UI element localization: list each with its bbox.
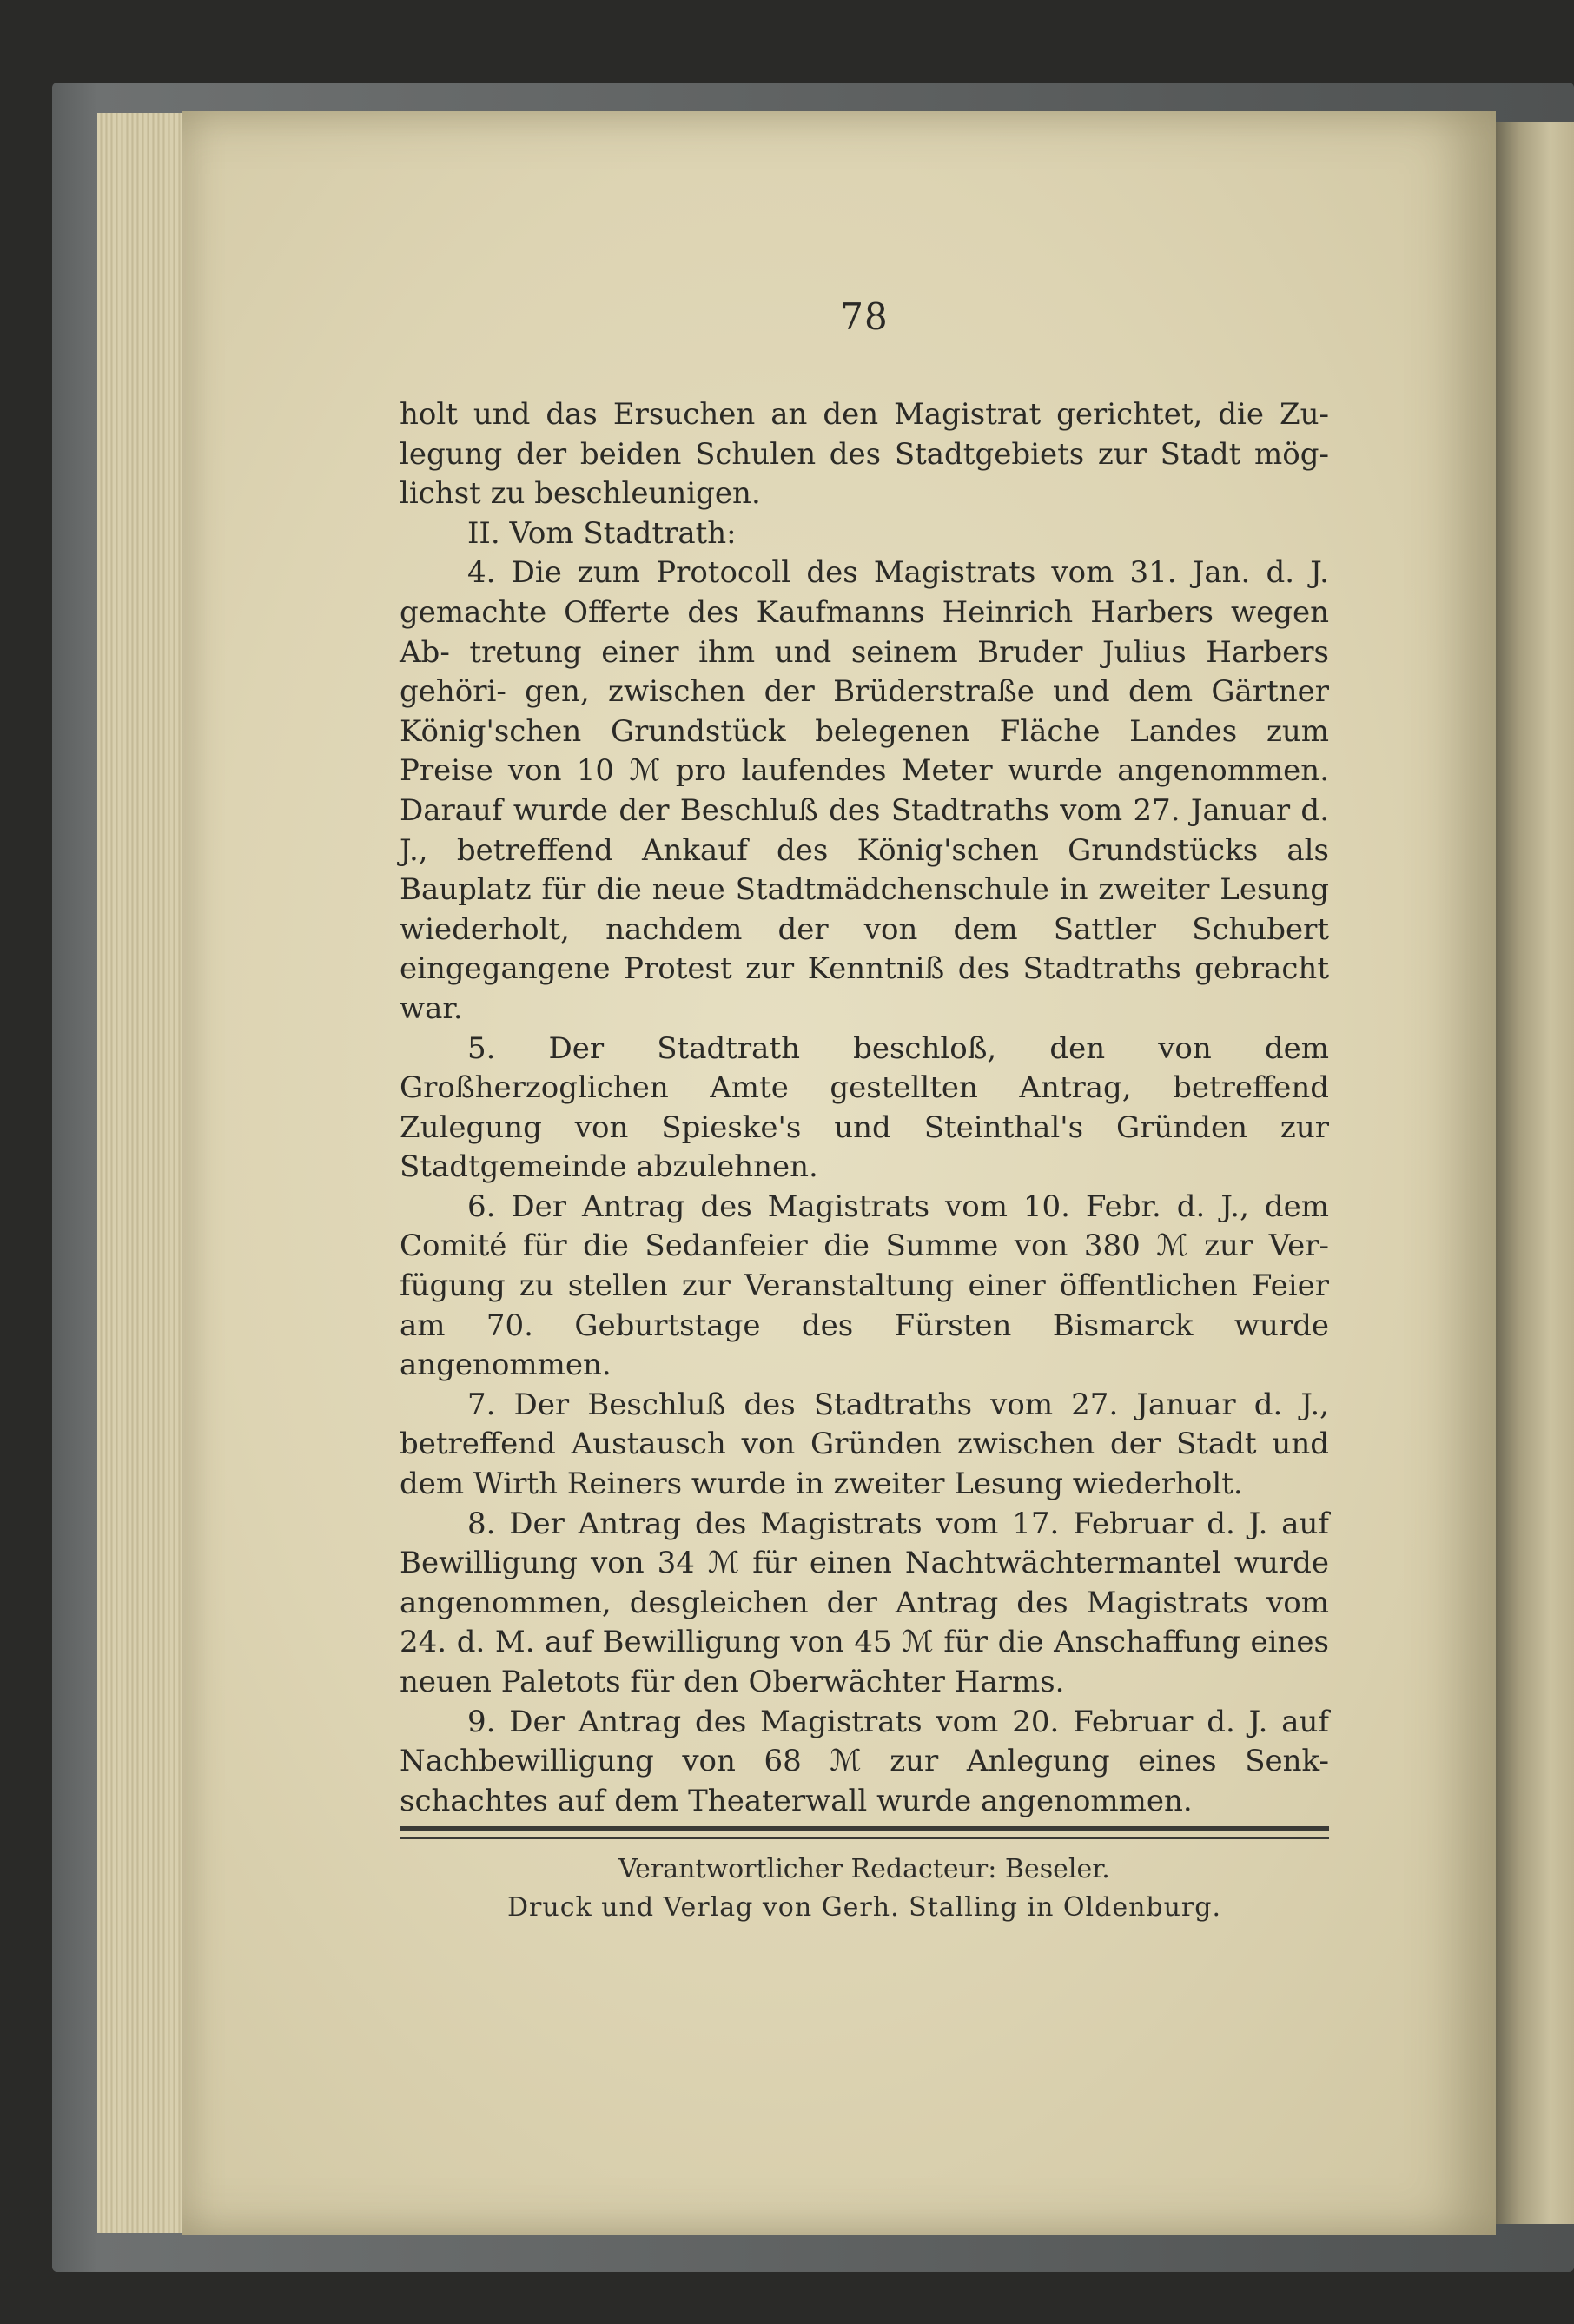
paragraph-6: 7. Der Beschluß des Stadtraths vom 27. Januar d. J., betreffend Austausch von Gründen zwischen der Stadt und dem Wirth Reiners wurde in zweiter Lesung wiederholt.: [400, 1387, 1329, 1502]
imprint-editor: Verantwortlicher Redacteur: Beseler.: [618, 1854, 1110, 1884]
paragraph-4: 5. Der Stadtrath beschloß, den von dem Großherzoglichen Amte gestellten Antrag, betreffend Zulegung von Spieske's und Steinthal's Gründen zur Stadtgemeinde abzulehnen.: [400, 1030, 1329, 1185]
page-edges: [97, 113, 193, 2233]
imprint-printer: Druck und Verlag von Gerh. Stalling in Oldenburg.: [506, 1892, 1222, 1923]
paragraph-2: II. Vom Stadtrath:: [467, 515, 737, 551]
footer-rule-thin: [400, 1837, 1329, 1839]
book-gutter: [1496, 122, 1574, 2224]
paragraph-3: 4. Die zum Protocoll des Magistrats vom 31. Jan. d. J. gemachte Offerte des Kaufmanns Heinrich Harbers wegen Ab- tretung einer ihm und seinem Bruder Julius Harbers gehöri- gen, zwischen der Brüderstraße und dem Gärtner König'schen Grundstück belegenen Fläche Landes zum Preise von 10 ℳ pro laufendes Meter wurde angenommen. Darauf wurde der Beschluß des Stadtraths vom 27. Januar d. J., betreffend Ankauf des König'schen Grundstücks als Bauplatz für die neue Stadtmädchenschule in zweiter Lesung wiederholt, nachdem der von dem Sattler Schubert eingegangene Protest zur Kenntniß des Stadtraths gebracht war.: [400, 555, 1329, 1026]
page-number: 78: [840, 295, 889, 338]
paragraph-1: holt und das Ersuchen an den Magistrat gerichtet, die Zu- legung der beiden Schulen des Stadtgebiets zur Stadt mög- lichst zu beschleunigen.: [400, 397, 1329, 512]
paragraph-5: 6. Der Antrag des Magistrats vom 10. Febr. d. J., dem Comité für die Sedanfeier die Summe von 380 ℳ zur Ver- fügung zu stellen zur Veranstaltung einer öffentlichen Feier am 70. Geburtstage des Fürsten Bismarck wurde angenommen.: [400, 1188, 1329, 1383]
imprint-footer: [400, 1851, 1329, 1927]
footer-rule-thick: [400, 1826, 1329, 1831]
paragraph-7: 8. Der Antrag des Magistrats vom 17. Februar d. J. auf Bewilligung von 34 ℳ für einen Nachtwächtermantel wurde angenommen, desgleichen der Antrag des Magistrats vom 24. d. M. auf Bewilligung von 45 ℳ für die Anschaffung eines neuen Paletots für den Oberwächter Harms.: [400, 1506, 1329, 1699]
paragraph-8: 9. Der Antrag des Magistrats vom 20. Februar d. J. auf Nachbewilligung von 68 ℳ zur Anlegung eines Senk- schachtes auf dem Theaterwall wurde angenommen.: [400, 1704, 1329, 1818]
body-text: [400, 395, 1329, 1821]
